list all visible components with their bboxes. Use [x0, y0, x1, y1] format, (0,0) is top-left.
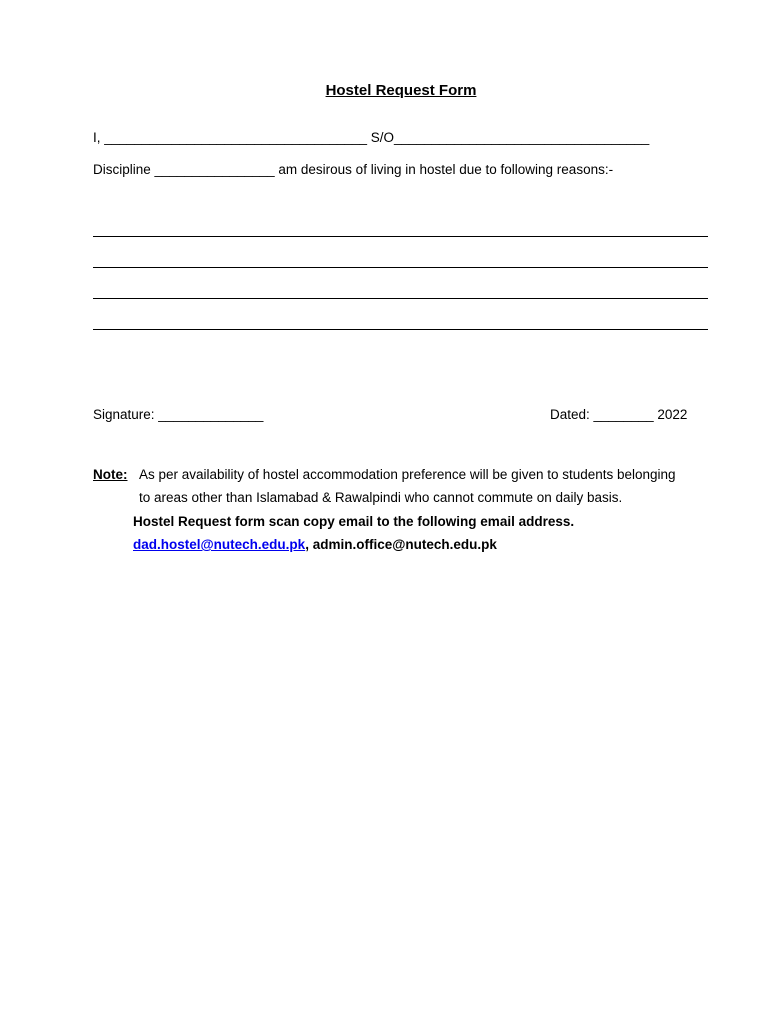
- reason-blank-line: [93, 329, 708, 330]
- email-separator: ,: [305, 537, 313, 552]
- hostel-email-link[interactable]: dad.hostel@nutech.edu.pk: [133, 537, 306, 552]
- signature-label: Signature: ______________: [93, 407, 264, 422]
- discipline-line: Discipline ________________ am desirous of living in hostel due to following reasons:-: [93, 162, 614, 177]
- email-instruction: Hostel Request form scan copy email to the following email address.: [133, 514, 575, 529]
- reason-blank-line: [93, 236, 708, 237]
- email-addresses: [133, 537, 497, 552]
- form-title: Hostel Request Form: [325, 82, 477, 99]
- note-text-line-2: to areas other than Islamabad & Rawalpindi who cannot commute on daily basis.: [139, 490, 623, 505]
- reason-blank-line: [93, 298, 708, 299]
- note-text-line-1: As per availability of hostel accommodation preference will be given to students belonging: [139, 467, 676, 482]
- note-label: Note:: [93, 467, 128, 482]
- name-line: I, ___________________________________ S/O__________________________________: [93, 130, 650, 145]
- dated-label: Dated: ________ 2022: [550, 407, 688, 422]
- admin-email: admin.office@nutech.edu.pk: [312, 537, 497, 552]
- reason-blank-line: [93, 267, 708, 268]
